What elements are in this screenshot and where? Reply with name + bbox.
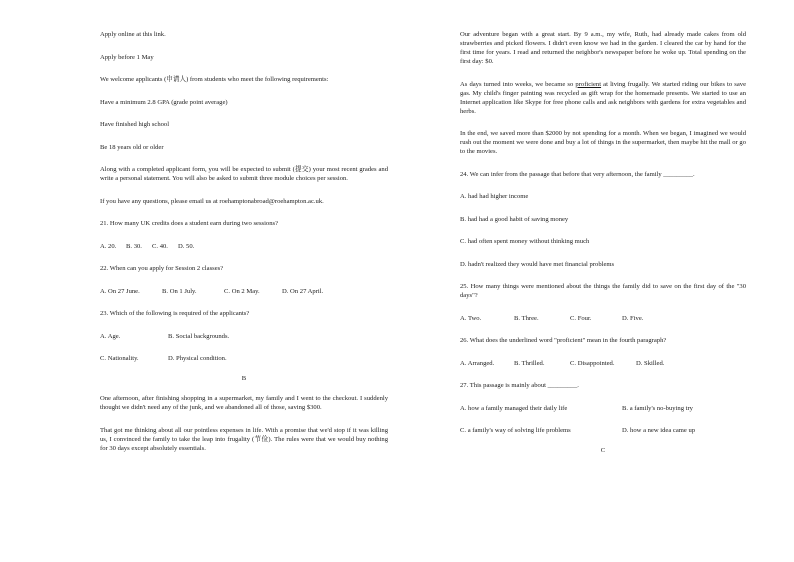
- option-c: C. a family's way of solving life problems: [460, 427, 571, 434]
- question-27-options-row2: [460, 426, 746, 435]
- question-24-option-b: B. had had a good habit of saving money: [460, 215, 569, 223]
- option-d: D. Five.: [622, 314, 644, 322]
- option-b: B. 30.: [126, 242, 142, 250]
- option-b: B. Three.: [514, 314, 539, 322]
- passage-b-paragraph-1: One afternoon, after finishing shopping in a supermarket, my family and I went to the checkout. I suddenly thought we didn't need any of the junk, and we abandoned all of those, saving $300.: [100, 395, 388, 411]
- option-c: C. On 2 May.: [224, 287, 260, 295]
- question-24-option-d: D. hadn't realized they would have met financial problems: [460, 260, 615, 268]
- option-d: D. Physical condition.: [168, 355, 227, 362]
- right-column: [460, 30, 746, 455]
- requirement-gpa: Have a minimum 2.8 GPA (grade point average): [100, 98, 228, 106]
- option-a: A. On 27 June.: [100, 287, 140, 295]
- option-c: C. Four.: [570, 314, 592, 322]
- option-a: A. Arranged.: [460, 359, 495, 367]
- question-23-options-row2: [100, 354, 388, 363]
- requirements-intro: We welcome applicants (申请人) from students who meet the following requirements:: [100, 76, 329, 83]
- apply-before-line: Apply before 1 May: [100, 53, 154, 61]
- option-b: B. a family's no-buying try: [622, 404, 693, 412]
- question-26-options: [460, 359, 746, 368]
- underlined-word-proficient: proficient: [575, 80, 602, 88]
- question-21: 21. How many UK credits does a student earn during two sessions?: [100, 220, 278, 227]
- left-column: [100, 30, 388, 453]
- option-d: D. how a new idea came up: [622, 427, 696, 434]
- application-paragraph: Along with a completed applicant form, you will be expected to submit (提交) your most recent grades and write a personal statement. You will also be asked to submit three module choices per session.: [100, 166, 388, 182]
- option-a: A. Two.: [460, 314, 482, 322]
- option-c: C. Nationality.: [100, 355, 139, 362]
- passage-b-paragraph-2: That got me thinking about all our pointless expenses in life. With a promise that we'd stop if it was killing us, I convinced the family to take the leap into frugality (节俭). The rules were that we would buy nothing for 30 days except absolutely essentials.: [100, 426, 388, 452]
- option-c: C. Disappointed.: [570, 359, 615, 367]
- contact-paragraph: If you have any questions, please email us at roehamptonabroad@roehampton.ac.uk.: [100, 197, 324, 205]
- question-23: 23. Which of the following is required of the applicants?: [100, 310, 250, 317]
- question-25-options: [460, 314, 746, 323]
- question-26: 26. What does the underlined word "proficient" mean in the fourth paragraph?: [460, 337, 667, 344]
- paragraph-4-start: As days turned into weeks, we became so: [460, 80, 576, 88]
- question-27: 27. This passage is mainly about _________.: [460, 382, 579, 389]
- section-c-heading: C: [600, 447, 606, 454]
- question-22-options: [100, 287, 388, 296]
- option-a: A. 20.: [100, 242, 117, 250]
- passage-b-paragraph-4: [460, 80, 746, 116]
- option-d: D. 50.: [178, 242, 195, 250]
- option-b: B. Social backgrounds.: [168, 332, 230, 340]
- question-24: 24. We can infer from the passage that before that very afternoon, the family _________.: [460, 170, 695, 178]
- section-b-heading: B: [241, 375, 247, 382]
- option-b: B. On 1 July.: [162, 287, 197, 295]
- question-21-options: [100, 242, 388, 251]
- option-d: D. Skilled.: [636, 359, 665, 367]
- option-a: A. how a family managed their daily life: [460, 404, 568, 412]
- question-22: 22. When can you apply for Session 2 classes?: [100, 265, 224, 272]
- apply-online-line: Apply online at this link.: [100, 31, 166, 38]
- option-b: B. Thrilled.: [514, 359, 545, 367]
- question-24-option-a: A. had had higher income: [460, 193, 529, 200]
- requirement-school: Have finished high school: [100, 121, 170, 128]
- question-24-option-c: C. had often spent money without thinking much: [460, 238, 590, 245]
- question-23-options-row1: [100, 332, 388, 341]
- requirement-age: Be 18 years old or older: [100, 143, 164, 151]
- option-d: D. On 27 April.: [282, 287, 324, 295]
- paragraph-4-rest: at living frugally. We started riding our bikes to save gas. My child's finger painting was recycled as gift wrap for the homemade presents. We started to use an Internet application like Skype for free phone calls and ask neighbors with gardens for extra vegetables and herbs.: [460, 80, 747, 115]
- option-a: A. Age.: [100, 332, 121, 340]
- passage-b-paragraph-5: In the end, we saved more than $2000 by not spending for a month. When we began, I imagined we would rush out the moment we were done and buy a lot of things in the supermarket, then maybe hit the mall or go to the movies.: [460, 130, 746, 155]
- question-25: 25. How many things were mentioned about the things the family did to save on the first day of the "30 days"?: [460, 283, 746, 299]
- passage-b-paragraph-3: Our adventure began with a great start. By 9 a.m., my wife, Ruth, had already made cakes from old strawberries and picked flowers. I didn't even know we had in the garden. I cleared the car by hand for the first time for years. I read and returned the neighbor's newspaper before he woke up. Total spending on the first day: $0.: [460, 31, 746, 65]
- question-27-options-row1: [460, 404, 746, 413]
- option-c: C. 40.: [152, 242, 168, 250]
